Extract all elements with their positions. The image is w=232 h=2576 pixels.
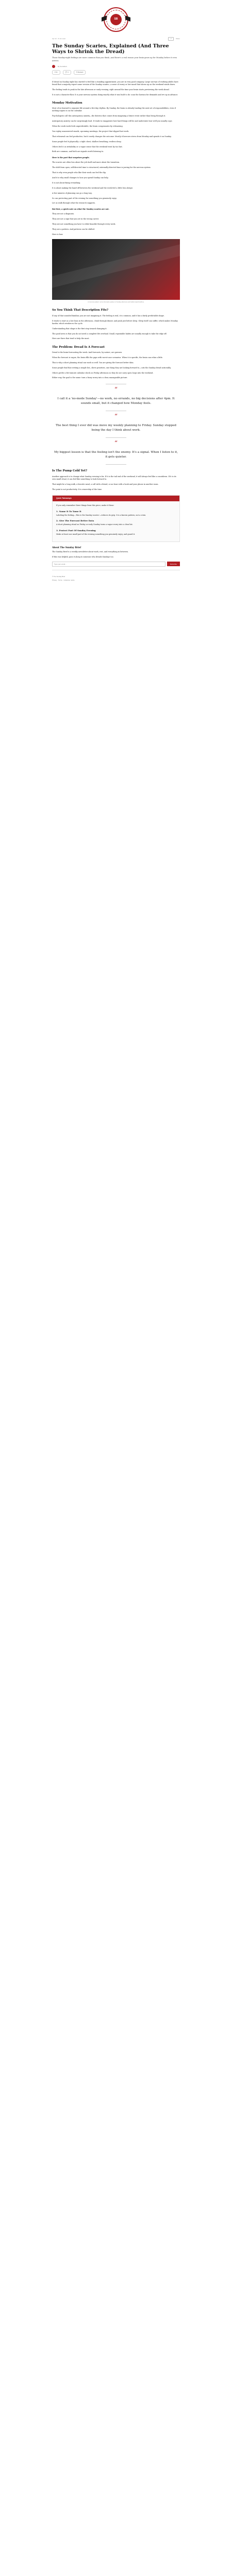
paragraph: It is about making the hand-off between the weekend and the week feel a little less abrupt. bbox=[52, 187, 133, 189]
paragraph: Anticipatory anxiety can be surprisingly loud. It tends to exaggerate how hard things will be and understate how well you usually cope. bbox=[52, 120, 173, 123]
image-stripe bbox=[52, 241, 180, 290]
paragraph: If any of that sounded familiar, you are not imagining it. The feeling is real, it is common, and it has a fairly predictable shape. bbox=[52, 314, 164, 317]
paragraph: If this was helpful, pass it along to someone who dreads Sundays too. bbox=[52, 556, 114, 558]
paragraph: That is why even people who like their work can feel the dip. bbox=[52, 172, 106, 174]
paragraph: Some people feel it physically: a tight chest, shallow breathing, restless sleep. bbox=[52, 140, 122, 143]
article bbox=[52, 41, 180, 581]
quote-mark-icon: “ bbox=[114, 439, 118, 447]
pull-quote: I call it a 'no-mode Sunday'—no work, no errands, no big decisions after 4pm. It sounds small, but it changed how Monday feels. bbox=[57, 397, 175, 405]
subscribe-form bbox=[52, 562, 180, 567]
footer-links[interactable]: Privacy · Terms · Collection notice bbox=[52, 579, 75, 581]
paragraph: When the work week feels unpredictable, the brain compensates by rehearsing. bbox=[52, 125, 123, 128]
takeaway-body: Labeling the feeling—'this is the Sunday scaries'—reduces its grip. It is a known pattern, not a crisis. bbox=[56, 514, 146, 516]
card-intro: If you only remember three things from this piece, make it these: bbox=[56, 504, 114, 507]
paragraph: The point is not productivity. It is ownership of the time. bbox=[52, 488, 102, 490]
paragraph: And it is why small changes to how you spend Sunday can help. bbox=[52, 177, 109, 179]
share-label[interactable]: Share bbox=[175, 38, 180, 40]
article-meta-bar bbox=[52, 37, 180, 41]
subscribe-button[interactable]: Subscribe bbox=[167, 562, 180, 566]
paragraph: That might be a long walk, a favorite meal, a call with a friend, or an hour with a book and your phone in another room. bbox=[52, 483, 159, 485]
like-button[interactable]: ♥ 31 bbox=[52, 70, 60, 75]
paragraph: Most of us learned to organize life around a five-day rhythm. By Sunday, the brain is already loading the next set of responsibilities, even if nothing urgent is on the calendar. bbox=[52, 107, 176, 112]
page bbox=[0, 0, 232, 581]
paragraph: The Sunday Brief is a weekly newsletter about work, rest, and everything in between. bbox=[52, 551, 128, 553]
email-field[interactable] bbox=[52, 562, 165, 567]
paragraph: You replay unanswered emails, upcoming meetings, the project that slipped last week. bbox=[52, 130, 129, 132]
paragraph: When the forecast is vague, the brain fills the gaps with worst-case scenarios. When it is specific, the brain can relax a little. bbox=[52, 356, 163, 359]
share-group bbox=[168, 37, 180, 41]
engagement-bar bbox=[52, 70, 180, 75]
paragraph: Some people find that writing a simple list—three priorities, one thing they are looking forward to—cuts the Sunday dread noticeably. bbox=[52, 366, 171, 369]
article-dek: Those Sunday-night feelings are more common than you think—and there's a real reason your brain gears up for Monday before it even arrives. bbox=[52, 57, 177, 62]
paragraph: Either way, the goal is the same: turn a fuzzy worry into a clear, manageable picture. bbox=[52, 377, 128, 379]
byline bbox=[52, 65, 180, 68]
logo-core: SB bbox=[110, 14, 122, 25]
takeaway-body: A short planning ritual on Friday or early Sunday turns a vague worry into a clear list. bbox=[56, 523, 133, 526]
restack-button[interactable]: ⟲ Restack bbox=[74, 70, 86, 75]
paragraph: The shift from open, self-directed time to structured, externally-directed time is jarring for the nervous system. bbox=[52, 166, 151, 169]
paragraph: They are not a sign that you are in the wrong career. bbox=[52, 218, 99, 221]
card-header: Quick Takeaways bbox=[53, 496, 179, 502]
paragraph: The good news is that you do not need a complete life overhaul. Small, repeatable habits are usually enough to take the edge off. bbox=[52, 332, 167, 335]
author-name[interactable]: By the Editors bbox=[58, 65, 67, 67]
section-heading: Is The Pump Cold Yet? bbox=[52, 469, 88, 473]
logo-wing-right bbox=[125, 15, 130, 22]
paragraph: Another approach is to change what Sunday evening is for. If it is the tail end of the weekend, it will always feel like a countdown. If it is its own small ritual, it can feel like something to look forward to. bbox=[52, 475, 176, 480]
section-heading: Monday Motivation bbox=[52, 101, 82, 105]
paragraph: Let us walk through what the research suggests. bbox=[52, 202, 96, 205]
paragraph: A few minutes of planning can go a long way. bbox=[52, 192, 92, 194]
paragraph: That rehearsal can feel productive, but it rarely changes the outcome. Mostly it borrows stress from Monday and spends it on Sunday. bbox=[52, 135, 172, 138]
paragraph: Here are three that tend to help the most. bbox=[52, 337, 90, 340]
paragraph: They are not something you have to white-knuckle through every week. bbox=[52, 223, 116, 226]
paragraph: This is why a short planning ritual can work so well. You are giving the forecast better data. bbox=[52, 361, 134, 364]
comment-button[interactable]: 💬 4 bbox=[63, 70, 71, 75]
image-caption: A common pattern: worry that starts quietly on Sunday afternoon and builds toward bedtime. bbox=[88, 301, 144, 303]
paragraph: They are a pattern. And patterns can be shifted. bbox=[52, 228, 95, 231]
quote-mark-icon: “ bbox=[114, 413, 118, 420]
paragraph: Understanding that shape is the first step toward changing it. bbox=[52, 327, 107, 330]
article-title: The Sunday Scaries, Explained (And Three Ways to Shrink the Dread) bbox=[52, 43, 169, 55]
quote-divider bbox=[106, 437, 126, 438]
paragraph: It tends to start as a low hum in the afternoon, climb through dinner, and peak just before sleep. Sleep itself can suffer, which makes Monday harder, which reinforces the cycle. bbox=[52, 319, 178, 325]
paragraph: If dread on Sunday night has started to feel like a standing appointment, you are in very good company. Large surveys of working adults have found that a majority report some version of the Sunday scaries—a wave of worry or low mood that shows up as the weekend winds down. bbox=[52, 80, 178, 86]
takeaway-title: 3. Protect Part Of Sunday Evening bbox=[56, 529, 96, 532]
paragraph: Both are common, and both are signals worth listening to. bbox=[52, 150, 104, 153]
publish-date: Apr 12 · 8 min read bbox=[52, 38, 65, 40]
pull-quote: My biggest lesson is that the feeling isn't the enemy. It's a signal. When I listen to it, it gets quieter. bbox=[54, 451, 178, 459]
takeaways-card bbox=[52, 495, 180, 542]
quote-divider bbox=[106, 464, 126, 465]
read-time: 8 min read bbox=[58, 38, 65, 40]
pull-quote: The best thing I ever did was move my weekly planning to Friday. Sunday stopped being the day I think about work. bbox=[56, 424, 176, 432]
paragraph: They are not a diagnosis. bbox=[52, 213, 75, 215]
paragraph-emphasis: Here is the part that surprises people. bbox=[52, 156, 90, 159]
section-heading: The Problem: Dread Is A Forecast bbox=[52, 345, 105, 349]
paragraph-emphasis: But first, a quick note on what the Sunday scaries are not. bbox=[52, 208, 109, 210]
takeaway-title: 2. Give The Forecast Better Data bbox=[56, 519, 94, 522]
share-icon[interactable]: ↗ bbox=[168, 37, 174, 41]
masthead bbox=[104, 0, 128, 32]
quote-mark-icon: “ bbox=[114, 386, 118, 394]
date-text: Apr 12 bbox=[52, 38, 57, 40]
closing-heading: About The Sunday Brief bbox=[52, 546, 81, 549]
paragraph: Others prefer a five-minute calendar check on Friday afternoon so they do not carry open loops into the weekend. bbox=[52, 371, 154, 374]
takeaway-body: Make at least one small part of the evening something you genuinely enjoy, and guard it. bbox=[56, 533, 136, 535]
section-heading: So You Think That Description Fits? bbox=[52, 309, 109, 312]
takeaway-title: 1. Name It To Tame It bbox=[56, 510, 81, 513]
paragraph: Psychologists call this anticipatory anxiety—the distress that comes from imagining a future event rather than living through it. bbox=[52, 115, 166, 117]
paragraph: Here is how. bbox=[52, 233, 63, 235]
article-image[interactable] bbox=[52, 239, 180, 300]
publication-logo[interactable] bbox=[104, 7, 128, 32]
paragraph: Dread is the brain forecasting the week. And forecasts, by nature, are guesses. bbox=[52, 351, 123, 354]
paragraph: So can protecting part of the evening for something you genuinely enjoy. bbox=[52, 197, 117, 199]
logo-ring bbox=[106, 10, 126, 29]
paragraph: The scaries are often less about the job itself and more about the transition. bbox=[52, 161, 120, 164]
author-avatar[interactable] bbox=[52, 65, 55, 68]
paragraph: The feeling tends to peak in the late afternoon or early evening, right around the time your brain starts previewing the week ahead. bbox=[52, 88, 170, 91]
paragraph: Others feel it as irritability or a vague sense that the weekend went by too fast. bbox=[52, 145, 123, 148]
footer bbox=[52, 575, 180, 581]
copyright: © The Sunday Brief bbox=[52, 575, 65, 578]
paragraph: It is not about fixing everything. bbox=[52, 181, 81, 184]
paragraph: It is not a character flaw. It is your nervous system doing exactly what it was built to do: scan the horizon for demands and rev up in advance. bbox=[52, 93, 178, 96]
